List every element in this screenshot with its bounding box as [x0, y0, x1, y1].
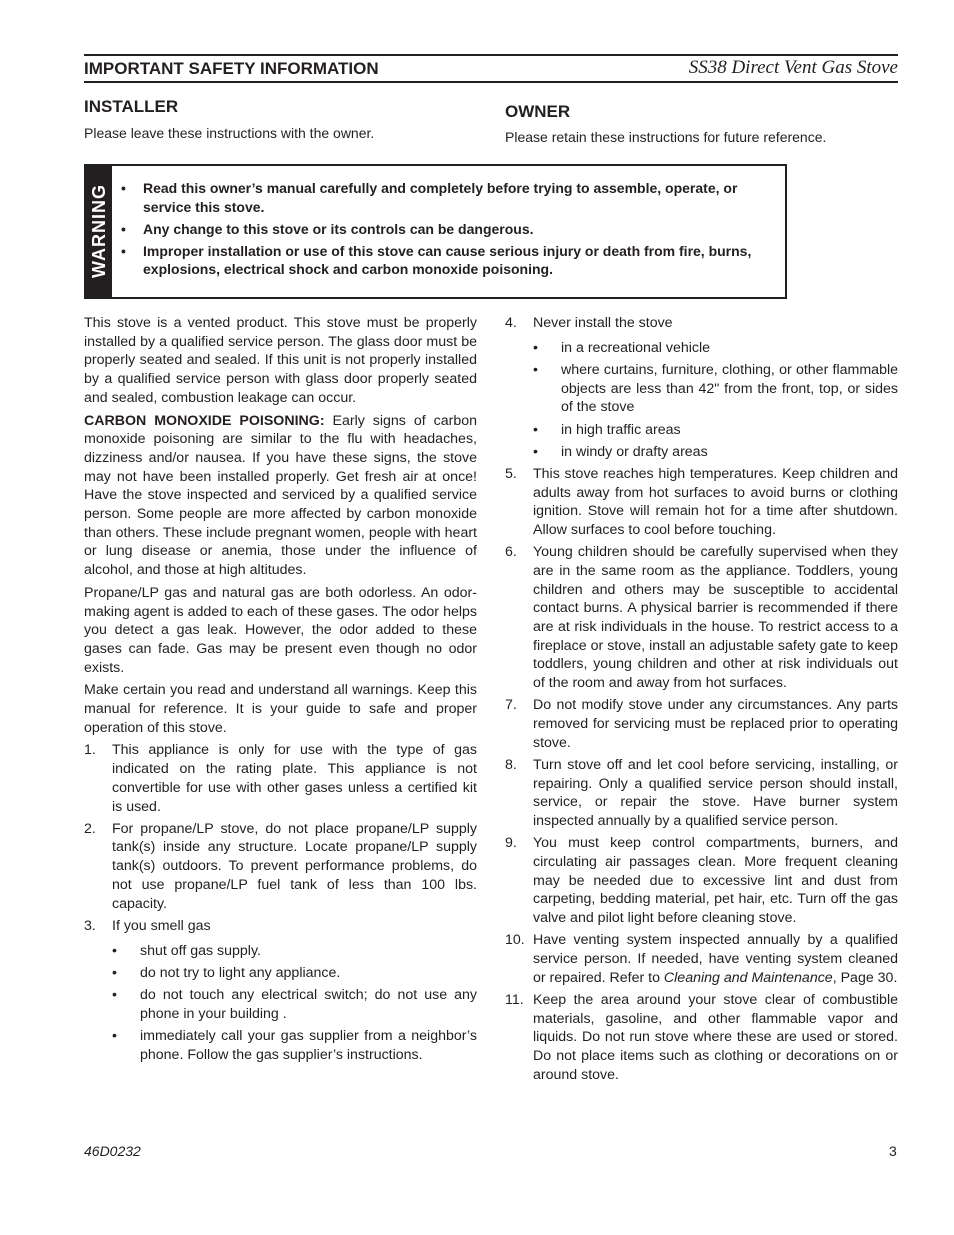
list-text: Never install the stove	[533, 315, 673, 331]
warning-item: • Read this owner’s manual carefully and completely before trying to assemble, operate, or service this stove.	[116, 179, 776, 216]
list-number: 11.	[505, 991, 524, 1008]
list-item-3	[84, 917, 477, 1064]
left-column	[84, 314, 477, 1068]
manual-section-reference: Cleaning and Maintenance	[663, 969, 833, 986]
list-number: 4.	[505, 315, 517, 331]
list-number: 5.	[505, 465, 517, 482]
list-text: You must keep control compartments, burners, and circulating air passages clean. More frequent cleaning may be needed due to excessive lint and dust from carpeting, bedding material, pet hair, etc. Turn off the gas valve and pilot light before cleaning stove.	[533, 835, 898, 927]
list-item-8	[505, 756, 898, 831]
smell-gas-bullets	[112, 942, 477, 1065]
bullet-item: • immediately call your gas supplier from a neighbor’s phone. Follow the gas supplier’s instructions.	[112, 1027, 477, 1064]
list-text: Young children should be carefully supervised when they are in the same room as the appliance. Toddlers, young children and others may be susceptible to accidental contact burns. A physical barrier is recommended if there are at risk individuals in the house. To restrict access to a fireplace or stove, install an adjustable safety gate to keep toddlers, young children and other at risk individuals out of the room and away from hot surfaces.	[533, 544, 898, 692]
list-item-7	[505, 696, 898, 752]
odorless-gas-paragraph: Propane/LP gas and natural gas are both odorless. An odor-making agent is added to each of these gases. The odor helps you detect a gas leak. However, the odor added to these gases can fade. Gas may be present even though no odor exists.	[84, 584, 477, 676]
never-install-bullets	[533, 339, 898, 462]
bullet-item: • in windy or drafty areas	[533, 443, 898, 462]
bullet-item: • in high traffic areas	[533, 421, 898, 440]
list-number: 8.	[505, 756, 517, 773]
warning-tab	[86, 166, 112, 297]
warning-box	[84, 164, 787, 299]
page-number: 3	[889, 1143, 897, 1159]
read-warnings-paragraph: Make certain you read and understand all warnings. Keep this manual for reference. It is your guide to safe and proper operation of this stove.	[84, 682, 477, 736]
list-text: This appliance is only for use with the type of gas indicated on the rating plate. This appliance is not convertible for use with other gases unless a certified kit is used.	[112, 742, 477, 815]
list-item-1	[84, 741, 477, 816]
list-number: 9.	[505, 835, 517, 852]
list-number: 6.	[505, 544, 517, 561]
owner-text: Please retain these instructions for future reference.	[505, 129, 827, 145]
bullet-item: • do not try to light any appliance.	[112, 964, 477, 983]
list-text: For propane/LP stove, do not place propane/LP supply tank(s) inside any structure. Locate propane/LP supply tank(s) outdoors. To prevent performance problems, do not use propane/LP fuel tank of less than 100 lbs. capacity.	[112, 820, 477, 912]
list-number: 10.	[505, 932, 525, 949]
list-item-4	[505, 314, 898, 461]
list-item-6	[505, 543, 898, 693]
owner-heading: OWNER	[505, 102, 571, 121]
list-item-9	[505, 834, 898, 928]
installer-text: Please leave these instructions with the owner.	[84, 125, 375, 141]
bullet-item: • do not touch any electrical switch; do not use any phone in your building .	[112, 986, 477, 1023]
warning-label: WARNING	[89, 184, 109, 278]
header-rule-bottom	[84, 81, 898, 83]
vented-product-paragraph: This stove is a vented product. This stove must be properly installed by a qualified service person. The glass door must be properly seated and sealed. If this unit is not properly installed by a qualified service person with glass door properly seated and sealed, combustion leakage can occur.	[84, 315, 477, 406]
product-title: SS38 Direct Vent Gas Stove	[688, 57, 898, 78]
list-text: Turn stove off and let cool before servicing, installing, or repairing. Only a qualified service person should install, service, or repair the stove. Have burner system inspected annually by a qualified service person.	[533, 756, 898, 830]
bullet-item: • in a recreational vehicle	[533, 339, 898, 358]
section-title: IMPORTANT SAFETY INFORMATION	[84, 59, 379, 78]
list-number: 1.	[84, 742, 96, 759]
list-text: Do not modify stove under any circumstances. Any parts removed for servicing must be replaced prior to operating stove.	[533, 697, 898, 751]
list-item-11	[505, 991, 898, 1085]
header-rule-top	[84, 54, 898, 56]
carbon-monoxide-paragraph	[84, 412, 477, 580]
bullet-item: • where curtains, furniture, clothing, or other flammable objects are less than 42" from the front, top, or sides of the stove	[533, 361, 898, 417]
list-text: If you smell gas	[112, 917, 211, 934]
list-text: Have venting system inspected annually by a qualified service person. If needed, have venting system cleaned or repaired. Refer to	[533, 932, 898, 986]
warning-item: • Improper installation or use of this stove can cause serious injury or death from fire, burns, explosions, electrical shock and carbon monoxide poisoning.	[116, 242, 776, 279]
list-item-5	[505, 465, 898, 540]
list-text: This stove reaches high temperatures. Keep children and adults away from hot surfaces to avoid burns or clothing ignition. Stove will remain hot for a time after shutdown. Allow surfaces to cool before touching.	[533, 465, 898, 539]
document-number: 46D0232	[84, 1143, 141, 1159]
list-item-10	[505, 931, 898, 987]
warning-list	[116, 179, 776, 282]
list-text: , Page 30.	[832, 969, 898, 986]
installer-heading: INSTALLER	[84, 97, 179, 116]
right-column	[505, 314, 898, 1088]
co-text: Early signs of carbon monoxide poisoning are similar to the flu with headaches, dizziness and/or nausea. If you have these signs, the stove may not have been installed properly. Get fresh air at once! Have the stove inspected and serviced by a qualified service person. Some people are more affected by carbon monoxide than others. These include pregnant women, people with heart or lung disease or anemia, those under the influence of alcohol, and those at high altitudes.	[84, 412, 477, 579]
co-heading: CARBON MONOXIDE POISONING:	[84, 412, 325, 429]
list-text: Keep the area around your stove clear of combustible materials, gasoline, and other flammable vapor and liquids. Do not run stove where these are used or stored. Do not place items such as clothing or decorations on or around stove.	[533, 991, 898, 1083]
list-number: 2.	[84, 820, 96, 837]
list-number: 7.	[505, 697, 517, 714]
list-item-2	[84, 820, 477, 914]
bullet-item: • shut off gas supply.	[112, 942, 477, 961]
list-number: 3.	[84, 917, 96, 934]
warning-item: • Any change to this stove or its controls can be dangerous.	[116, 220, 776, 239]
